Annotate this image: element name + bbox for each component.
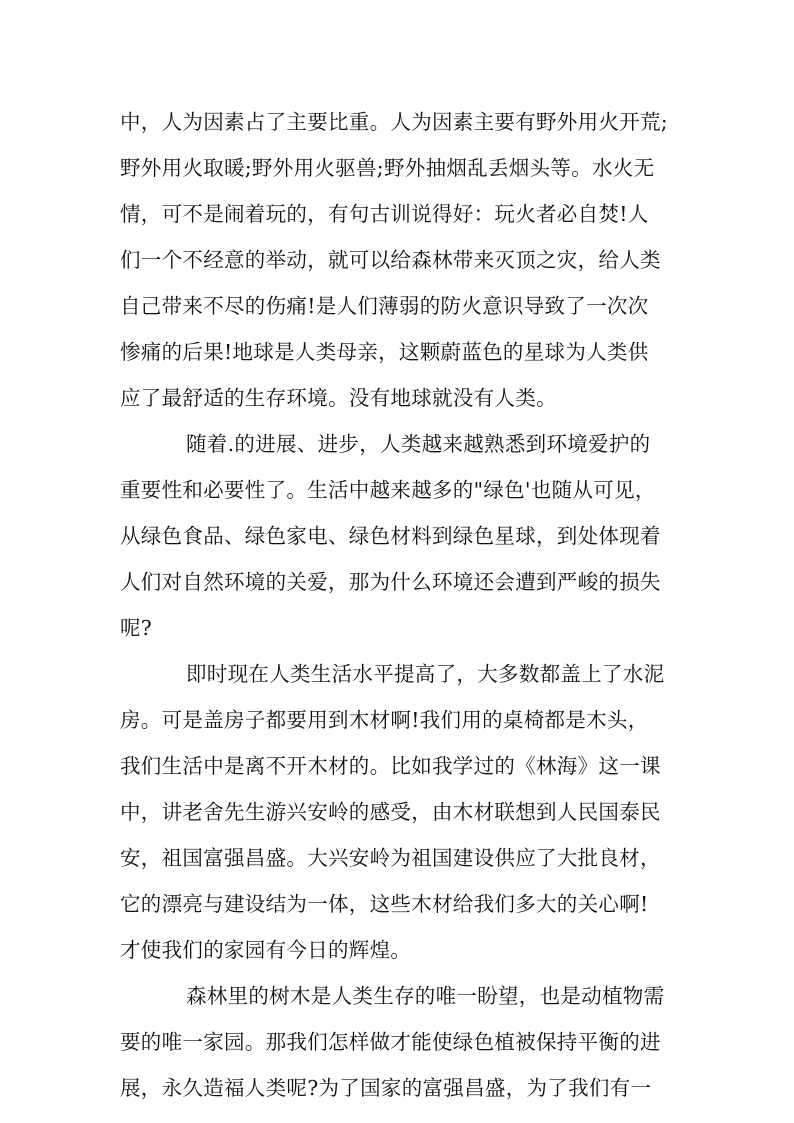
text-line: 展，永久造福人类呢?为了国家的富强昌盛，为了我们有一 [120, 1076, 652, 1100]
text-line: 呢? [120, 616, 153, 640]
text-line: 自己带来不尽的伤痛!是人们薄弱的防火意识导致了一次次 [120, 294, 649, 318]
text-line: 惨痛的后果!地球是人类母亲，这颗蔚蓝色的星球为人类供 [120, 340, 649, 364]
paragraph-start-line: 即时现在人类生活水平提高了，大多数都盖上了水泥 [186, 662, 665, 686]
text-line: 要的唯一家园。那我们怎样做才能使绿色植被保持平衡的进 [120, 1030, 661, 1054]
paragraph-start-line: 随着.的进展、进步，人类越来越熟悉到环境爱护的 [186, 432, 651, 456]
paragraph-start-line: 森林里的树木是人类生存的唯一盼望，也是动植物需 [186, 984, 665, 1008]
text-line: 中，讲老舍先生游兴安岭的感受，由木材联想到人民国泰民 [120, 800, 661, 824]
text-line: 它的漂亮与建设结为一体，这些木材给我们多大的关心啊! [120, 892, 649, 916]
text-line: 应了最舒适的生存环境。没有地球就没有人类。 [120, 386, 557, 410]
text-line: 我们生活中是离不开木材的。比如我学过的《林海》这一课 [120, 754, 661, 778]
text-line: 安，祖国富强昌盛。大兴安岭为祖国建设供应了大批良材， [120, 846, 661, 870]
text-line: 从绿色食品、绿色家电、绿色材料到绿色星球，到处体现着 [120, 524, 661, 548]
text-line: 才使我们的家园有今日的辉煌。 [120, 938, 412, 962]
text-line: 重要性和必要性了。生活中越来越多的"绿色'也随从可见， [120, 478, 656, 502]
text-line: 房。可是盖房子都要用到木材啊!我们用的桌椅都是木头， [120, 708, 649, 732]
text-line: 人们对自然环境的关爱，那为什么环境还会遭到严峻的损失 [120, 570, 661, 594]
text-line: 中，人为因素占了主要比重。人为因素主要有野外用火开荒; [120, 110, 669, 134]
text-line: 们一个不经意的举动，就可以给森林带来灭顶之灾，给人类 [120, 248, 661, 272]
text-line: 情，可不是闹着玩的，有句古训说得好：玩火者必自焚!人 [120, 202, 649, 226]
text-line: 野外用火取暖;野外用火驱兽;野外抽烟乱丢烟头等。水火无 [120, 156, 655, 180]
